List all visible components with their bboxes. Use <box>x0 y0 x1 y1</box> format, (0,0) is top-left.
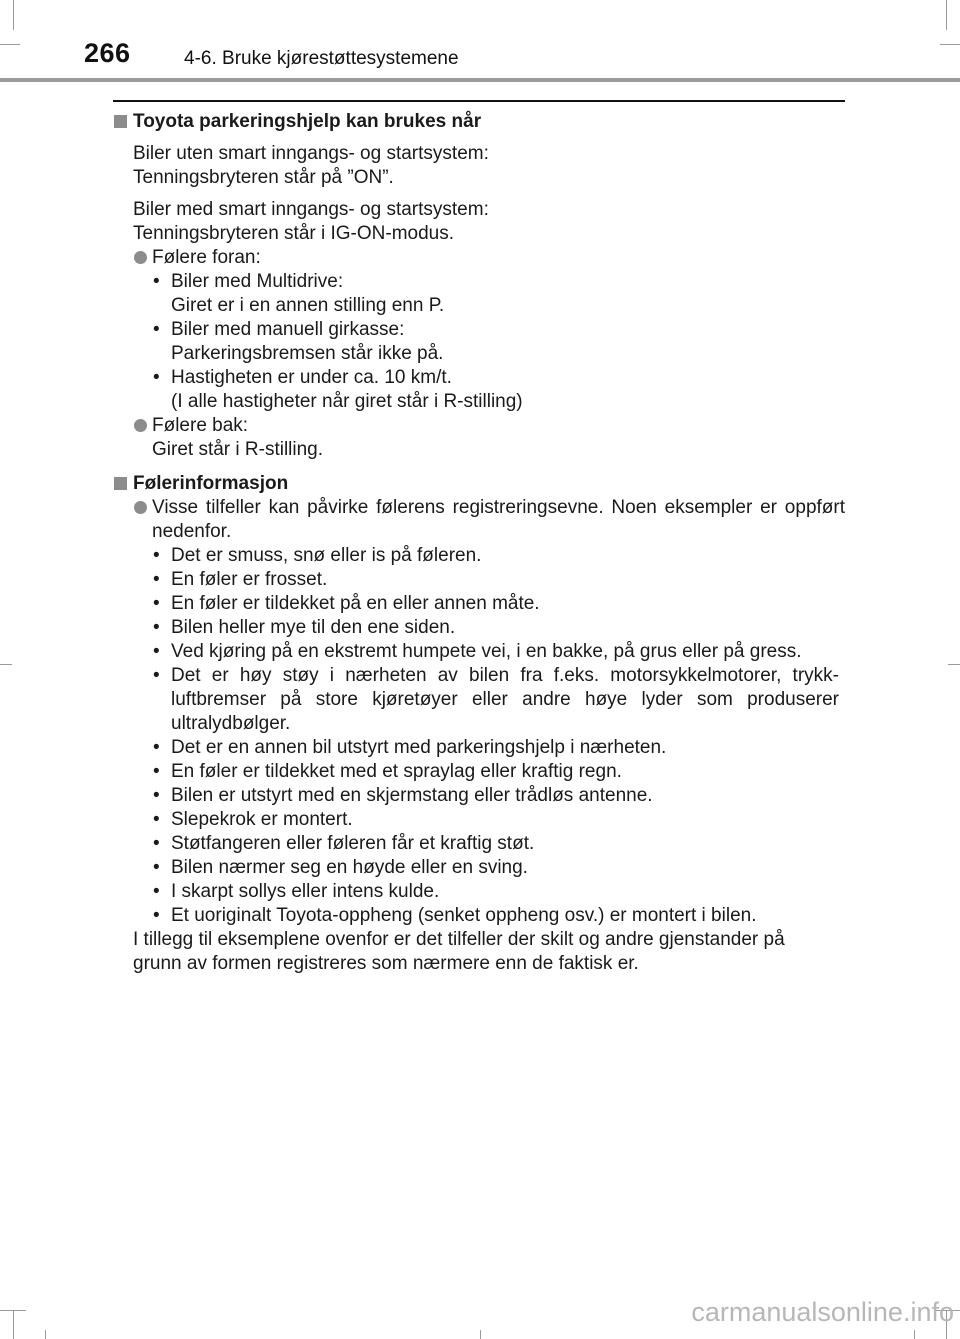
list-item: • Støtfangeren eller føleren får et kraftig støt. <box>153 833 535 854</box>
bullet-front-sensors: Følere foran: <box>113 246 845 270</box>
page-header <box>0 0 960 80</box>
paragraph: Biler med smart inngangs- og startsystem: Tenningsbryteren står i IG-ON-modus. <box>133 199 489 244</box>
content-top-rule <box>113 100 845 102</box>
page-content <box>113 110 845 976</box>
header-rule <box>0 78 960 82</box>
sensor-interference-list <box>113 544 845 928</box>
page-number: 266 <box>84 38 131 68</box>
square-bullet-icon <box>114 477 127 490</box>
list-item: • Bilen nærmer seg en høyde eller en sving. <box>153 857 528 878</box>
square-bullet-icon <box>114 115 127 128</box>
round-bullet-icon <box>134 251 147 264</box>
list-item: • Biler med manuell girkasse: Parkeringsbremsen står ikke på. <box>153 319 444 364</box>
section-title: Toyota parkeringshjelp kan brukes når <box>113 110 845 134</box>
watermark: carmanualsonline.info <box>691 1297 954 1327</box>
list-item: • Det er høy støy i nærheten av bilen fra f.eks. motorsykkelmotorer, trykk-luftbremser på store kjøretøyer eller andre høye lyder som produserer ultralydbølger. <box>153 665 839 734</box>
list-item: • Hastigheten er under ca. 10 km/t. (I alle hastigheter når giret står i R-stilling) <box>153 367 523 412</box>
section-parking-assist-conditions <box>113 110 845 462</box>
list-item: • Biler med Multidrive: Giret er i en annen stilling enn P. <box>153 271 445 316</box>
list-item: • En føler er frosset. <box>153 569 328 590</box>
chapter-title: 4-6. Bruke kjørestøttesystemene <box>184 48 459 69</box>
list-item: • Det er en annen bil utstyrt med parkeringshjelp i nærheten. <box>153 737 667 758</box>
section-title: Følerinformasjon <box>113 472 845 496</box>
list-item: • Et uoriginalt Toyota-oppheng (senket oppheng osv.) er montert i bilen. <box>153 905 757 926</box>
list-item: • Det er smuss, snø eller is på føleren. <box>153 545 482 566</box>
round-bullet-icon <box>134 419 147 432</box>
list-item: • I skarpt sollys eller intens kulde. <box>153 881 440 902</box>
list-item: • En føler er tildekket med et spraylag eller kraftig regn. <box>153 761 622 782</box>
paragraph: Biler uten smart inngangs- og startsystem: Tenningsbryteren står på ”ON”. <box>133 143 489 188</box>
bullet-rear-sensors: Følere bak: Giret står i R-stilling. <box>113 414 845 462</box>
section-sensor-information <box>113 472 845 976</box>
list-item: • Bilen heller mye til den ene siden. <box>153 617 456 638</box>
front-sensor-conditions-list <box>113 270 845 414</box>
round-bullet-icon <box>134 501 147 514</box>
list-item: • Bilen er utstyrt med en skjermstang eller trådløs antenne. <box>153 785 653 806</box>
list-item: • En føler er tildekket på en eller annen måte. <box>153 593 540 614</box>
list-item: • Slepekrok er montert. <box>153 809 353 830</box>
bullet-sensor-detection: Visse tilfeller kan påvirke følerens registreringsevne. Noen eksempler er oppført nedenfor. <box>113 496 845 544</box>
closing-paragraph: I tillegg til eksemplene ovenfor er det tilfeller der skilt og andre gjenstander på grunn av formen registreres som nærmere enn de faktisk er. <box>133 929 785 974</box>
list-item: • Ved kjøring på en ekstremt humpete vei, i en bakke, på grus eller på gress. <box>153 641 802 662</box>
